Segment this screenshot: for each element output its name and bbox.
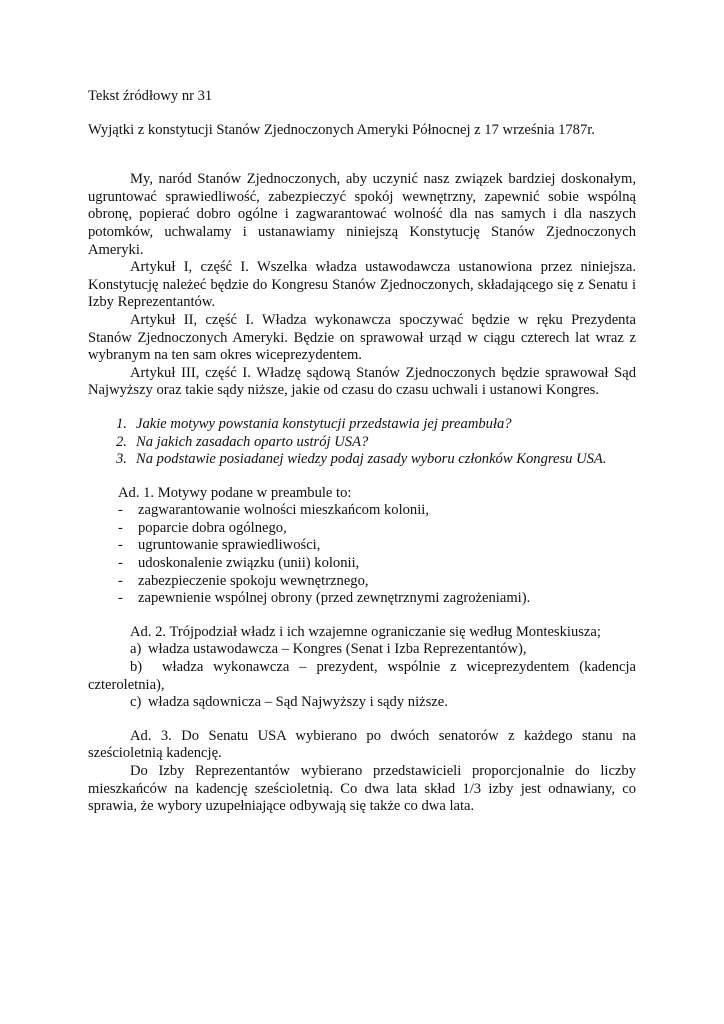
- answer-2: [88, 624, 636, 712]
- answer-1: [88, 485, 636, 608]
- dash-bullet: -: [118, 537, 123, 554]
- preamble-paragraph: My, naród Stanów Zjednoczonych, aby uczynić nasz związek bardziej doskonałym, ugruntować sprawiedliwość, zabezpieczyć spokój wewnętrzny, zapewnić sobie wspólną obronę, popierać dobro ogólne i zagwarantować wolność dla nas samych i dla naszych potomków, uchwalamy i ustanawiamy niniejszą Konstytucję Stanów Zjednoczonych Ameryki.: [88, 171, 636, 258]
- dash-bullet: -: [118, 519, 123, 536]
- answer-2-intro: Ad. 2. Trójpodział władz i ich wzajemne ograniczanie się według Monteskiusza;: [130, 623, 601, 640]
- question-text: Na podstawie posiadanej wiedzy podaj zasady wyboru członków Kongresu USA.: [136, 451, 607, 468]
- power-item-c: [88, 694, 636, 712]
- item-label: b): [130, 659, 143, 676]
- item-text: władza wykonawcza – prezydent, wspólnie z wiceprezydentem (kadencja czteroletnia),: [88, 659, 636, 693]
- dash-bullet: -: [118, 555, 123, 572]
- list-item: [118, 502, 636, 520]
- item-text: władza sądownicza – Sąd Najwyższy i sądy niższe.: [148, 694, 448, 711]
- document-title: Wyjątki z konstytucji Stanów Zjednoczonych Ameryki Północnej z 17 września 1787r.: [88, 121, 595, 138]
- question-item: [116, 451, 636, 469]
- answer-3-senate: Ad. 3. Do Senatu USA wybierano po dwóch senatorów z każdego stanu na sześcioletnią kadencję.: [88, 727, 636, 762]
- list-item-text: zapewnienie wspólnej obrony (przed zewnętrznymi zagrożeniami).: [138, 590, 531, 607]
- source-label: Tekst źródłowy nr 31: [88, 88, 213, 104]
- power-item-b: [88, 659, 636, 694]
- item-label: c): [130, 694, 142, 711]
- question-item: [116, 416, 636, 434]
- question-number: 2.: [116, 433, 127, 450]
- questions-list: [88, 416, 636, 469]
- item-label: a): [130, 641, 142, 658]
- answer-3: [88, 728, 636, 816]
- document-page: [88, 88, 636, 816]
- dash-bullet: -: [118, 502, 123, 519]
- list-item: [118, 520, 636, 538]
- article-3-paragraph: Artykuł III, część I. Władzę sądową Stanów Zjednoczonych będzie sprawował Sąd Najwyższy oraz takie sądy niższe, jakie od czasu do czasu uchwali i ustanowi Kongres.: [88, 364, 636, 399]
- question-number: 3.: [116, 451, 127, 468]
- question-text: Na jakich zasadach oparto ustrój USA?: [136, 433, 369, 450]
- list-item-text: zagwarantowanie wolności mieszkańcom kolonii,: [138, 502, 429, 519]
- list-item: [118, 573, 636, 591]
- list-item-text: udoskonalenie związku (unii) kolonii,: [138, 555, 360, 572]
- dash-bullet: -: [118, 590, 123, 607]
- source-text: [88, 171, 636, 400]
- list-item: [118, 555, 636, 573]
- article-1-paragraph: Artykuł I, część I. Wszelka władza ustawodawcza ustanowiona przez niniejsza. Konstytucję należeć będzie do Kongresu Stanów Zjednoczonych, składającego się z Senatu i Izby Reprezentantów.: [88, 259, 636, 311]
- answer-3-house: Do Izby Reprezentantów wybierano przedstawicieli proporcjonalnie do liczby mieszkańców na kadencję sześcioletnią. Co dwa lata skład 1/3 izby jest odnawiany, co sprawia, że wybory uzupełniające odbywają się także co dwa lata.: [88, 763, 636, 815]
- question-item: [116, 434, 636, 452]
- item-text: władza ustawodawcza – Kongres (Senat i Izba Reprezentantów),: [148, 641, 527, 658]
- answer-1-intro: Ad. 1. Motywy podane w preambule to:: [118, 484, 352, 501]
- list-item: [118, 590, 636, 608]
- article-2-paragraph: Artykuł II, część I. Władza wykonawcza spoczywać będzie w ręku Prezydenta Stanów Zjednoczonych Ameryki. Będzie on sprawował urząd w ciągu czterech lat wraz z wybranym na ten sam okres wiceprezydentem.: [88, 311, 636, 364]
- list-item-text: zabezpieczenie spokoju wewnętrznego,: [138, 572, 369, 589]
- motives-list: [88, 502, 636, 608]
- question-number: 1.: [116, 415, 127, 432]
- list-item-text: poparcie dobra ogólnego,: [138, 519, 287, 536]
- list-item: [118, 537, 636, 555]
- power-item-a: [88, 641, 636, 659]
- question-text: Jakie motywy powstania konstytucji przedstawia jej preambuła?: [136, 415, 512, 432]
- list-item-text: ugruntowanie sprawiedliwości,: [138, 537, 321, 554]
- dash-bullet: -: [118, 572, 123, 589]
